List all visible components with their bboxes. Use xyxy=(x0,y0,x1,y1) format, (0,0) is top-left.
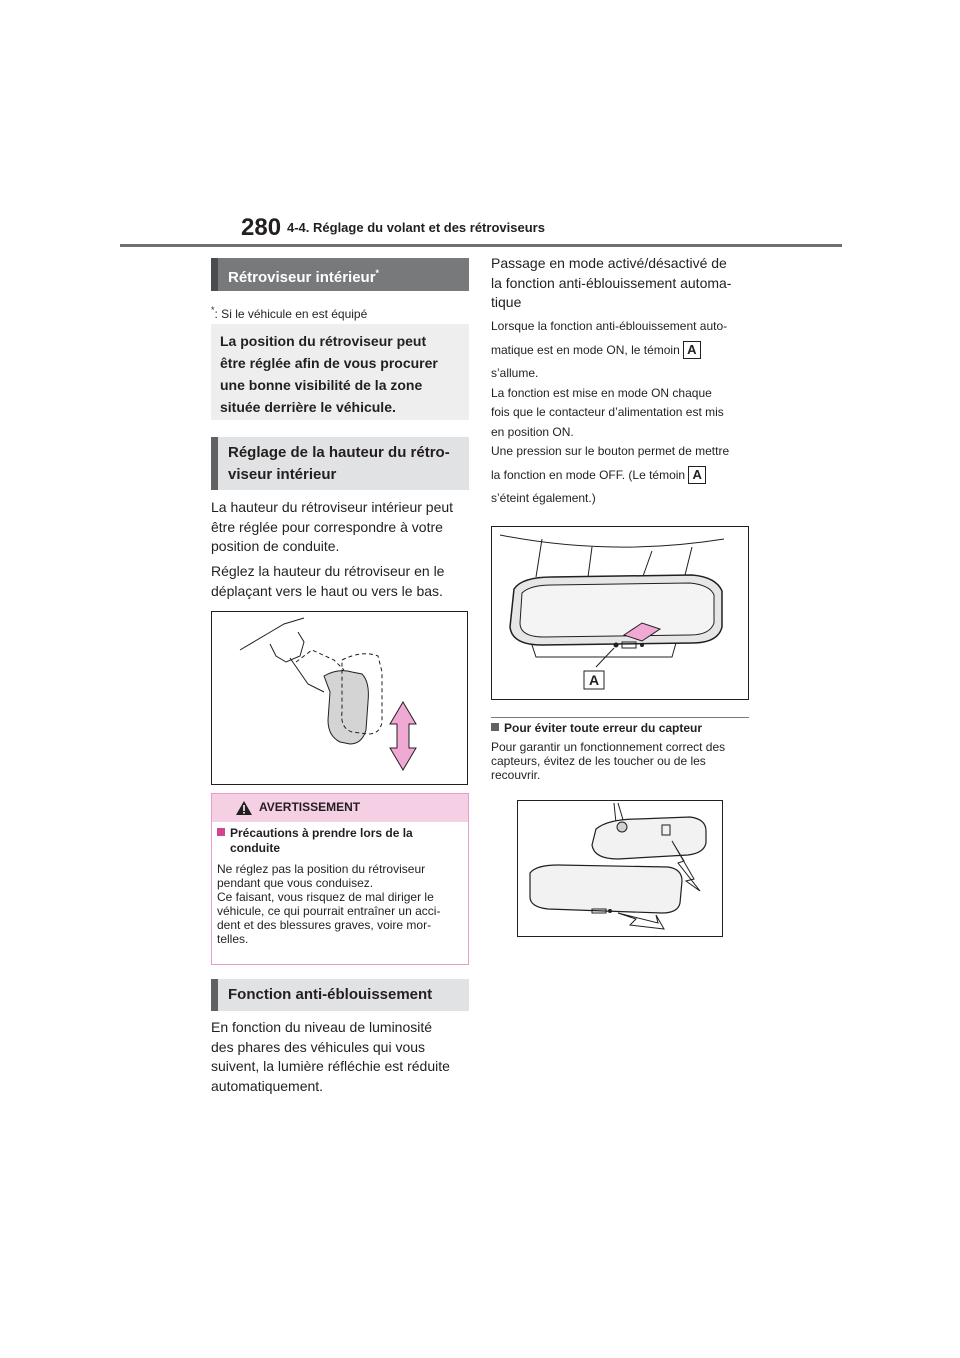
paragraph-height xyxy=(211,498,473,557)
sensor-body xyxy=(491,740,753,782)
intro-line: une bonne visibilité de la zone xyxy=(220,377,423,393)
intro-line: La position du rétroviseur peut xyxy=(220,333,427,349)
text-line xyxy=(491,341,753,361)
page-number: 280 xyxy=(241,214,282,241)
text-line: position de conduite. xyxy=(211,538,340,554)
footnote-text: : Si le véhicule en est équipé xyxy=(214,307,368,321)
warning-subtitle-line: conduite xyxy=(230,841,280,855)
figure-sensors xyxy=(517,800,723,937)
text-line: Une pression sur le bouton permet de mettre xyxy=(491,444,730,458)
heading-auto-mode xyxy=(491,254,751,313)
chapter-title: 4-4. Réglage du volant et des rétroviseurs xyxy=(287,220,545,235)
intro-line: située derrière le véhicule. xyxy=(220,399,396,415)
figure-mirror-height xyxy=(211,611,468,785)
sensor-rule xyxy=(491,717,749,718)
sensor-heading xyxy=(491,721,702,735)
warning-line: Ce faisant, vous risquez de mal diriger le xyxy=(217,890,434,904)
figure-label-a: A xyxy=(588,672,600,688)
text-line-part: la fonction en mode OFF. (Le témoin xyxy=(491,467,686,482)
text-line: Pour garantir un fonctionnement correct des xyxy=(491,740,726,754)
sensors-illustration xyxy=(518,801,722,936)
text-line: En fonction du niveau de luminosité xyxy=(211,1019,433,1035)
warning-line: véhicule, ce qui pourrait entraîner un acci- xyxy=(217,904,441,918)
warning-line: pendant que vous conduisez. xyxy=(217,876,374,890)
text-line: La hauteur du rétroviseur intérieur peut xyxy=(211,499,454,515)
paragraph-anti-glare xyxy=(211,1018,473,1096)
text-line: la fonction anti-éblouissement automa- xyxy=(491,274,732,291)
text-line: déplaçant vers le haut ou vers le bas. xyxy=(211,582,443,599)
warning-subtitle-text: Précautions à prendre lors de la xyxy=(230,826,413,840)
text-line: La fonction est mise en mode ON chaque xyxy=(491,385,712,400)
warning-subtitle xyxy=(217,826,413,856)
text-line: des phares des véhicules qui vous xyxy=(211,1038,426,1055)
footnote-mark: * xyxy=(211,305,215,315)
up-down-arrow-icon xyxy=(390,702,416,770)
text-line: suivent, la lumière réfléchie est réduite xyxy=(211,1058,450,1074)
warning-line: telles. xyxy=(217,932,249,946)
warning-title: AVERTISSEMENT xyxy=(259,800,361,814)
mirror-button-illustration xyxy=(492,527,748,699)
section-heading-height-adjust xyxy=(211,437,469,490)
text-line xyxy=(491,466,753,486)
warning-line: dent et des blessures graves, voire mor- xyxy=(217,918,432,932)
text-line: capteurs, évitez de les toucher ou de les xyxy=(491,754,706,768)
text-line: être réglée pour correspondre à votre xyxy=(211,518,443,535)
text-line: tique xyxy=(491,294,522,310)
pointer-arrow-icon xyxy=(618,913,664,929)
label-a-badge: A xyxy=(683,341,700,359)
text-line-part: matique est en mode ON, le témoin xyxy=(491,342,680,357)
sensor-heading-text: Pour éviter toute erreur du capteur xyxy=(504,721,703,735)
text-line: Lorsque la fonction anti-éblouissement auto- xyxy=(491,319,728,333)
bullet-square-icon xyxy=(491,723,499,731)
text-line: Réglez la hauteur du rétroviseur en le xyxy=(211,563,445,579)
section-heading-text: Rétroviseur intérieur xyxy=(228,269,376,286)
mirror-height-illustration xyxy=(212,612,467,784)
section-heading-line: viseur intérieur xyxy=(228,466,337,483)
section-heading-mark: * xyxy=(375,268,380,278)
text-line: Passage en mode activé/désactivé de xyxy=(491,255,727,271)
figure-mirror-button xyxy=(491,526,749,700)
intro-box xyxy=(211,324,469,420)
section-heading-anti-glare xyxy=(211,979,469,1011)
warning-body xyxy=(217,862,440,946)
paragraph-adjust xyxy=(211,562,473,601)
text-line: automatiquement. xyxy=(211,1077,324,1094)
header-rule xyxy=(120,244,842,247)
text-line: fois que le contacteur d’alimentation est mis xyxy=(491,405,724,419)
text-line: en position ON. xyxy=(491,424,574,439)
warning-triangle-icon xyxy=(235,800,253,816)
intro-line: être réglée afin de vous procurer xyxy=(220,355,438,371)
section-heading-text: Fonction anti-éblouissement xyxy=(228,986,433,1003)
warning-subtitle-line xyxy=(217,826,413,841)
section-heading-line: Réglage de la hauteur du rétro- xyxy=(228,444,450,461)
warning-line: Ne réglez pas la position du rétroviseur xyxy=(217,862,426,876)
paragraph-on-mode xyxy=(491,317,753,509)
warning-box xyxy=(211,793,469,965)
section-heading-interior-mirror xyxy=(211,258,469,291)
text-line: recouvrir. xyxy=(491,768,541,782)
warning-header xyxy=(212,794,468,822)
text-line: s’allume. xyxy=(491,366,539,380)
footnote xyxy=(211,305,367,321)
text-line: s’éteint également.) xyxy=(491,491,596,505)
bullet-square-icon xyxy=(217,828,225,836)
label-a-badge: A xyxy=(688,466,705,484)
